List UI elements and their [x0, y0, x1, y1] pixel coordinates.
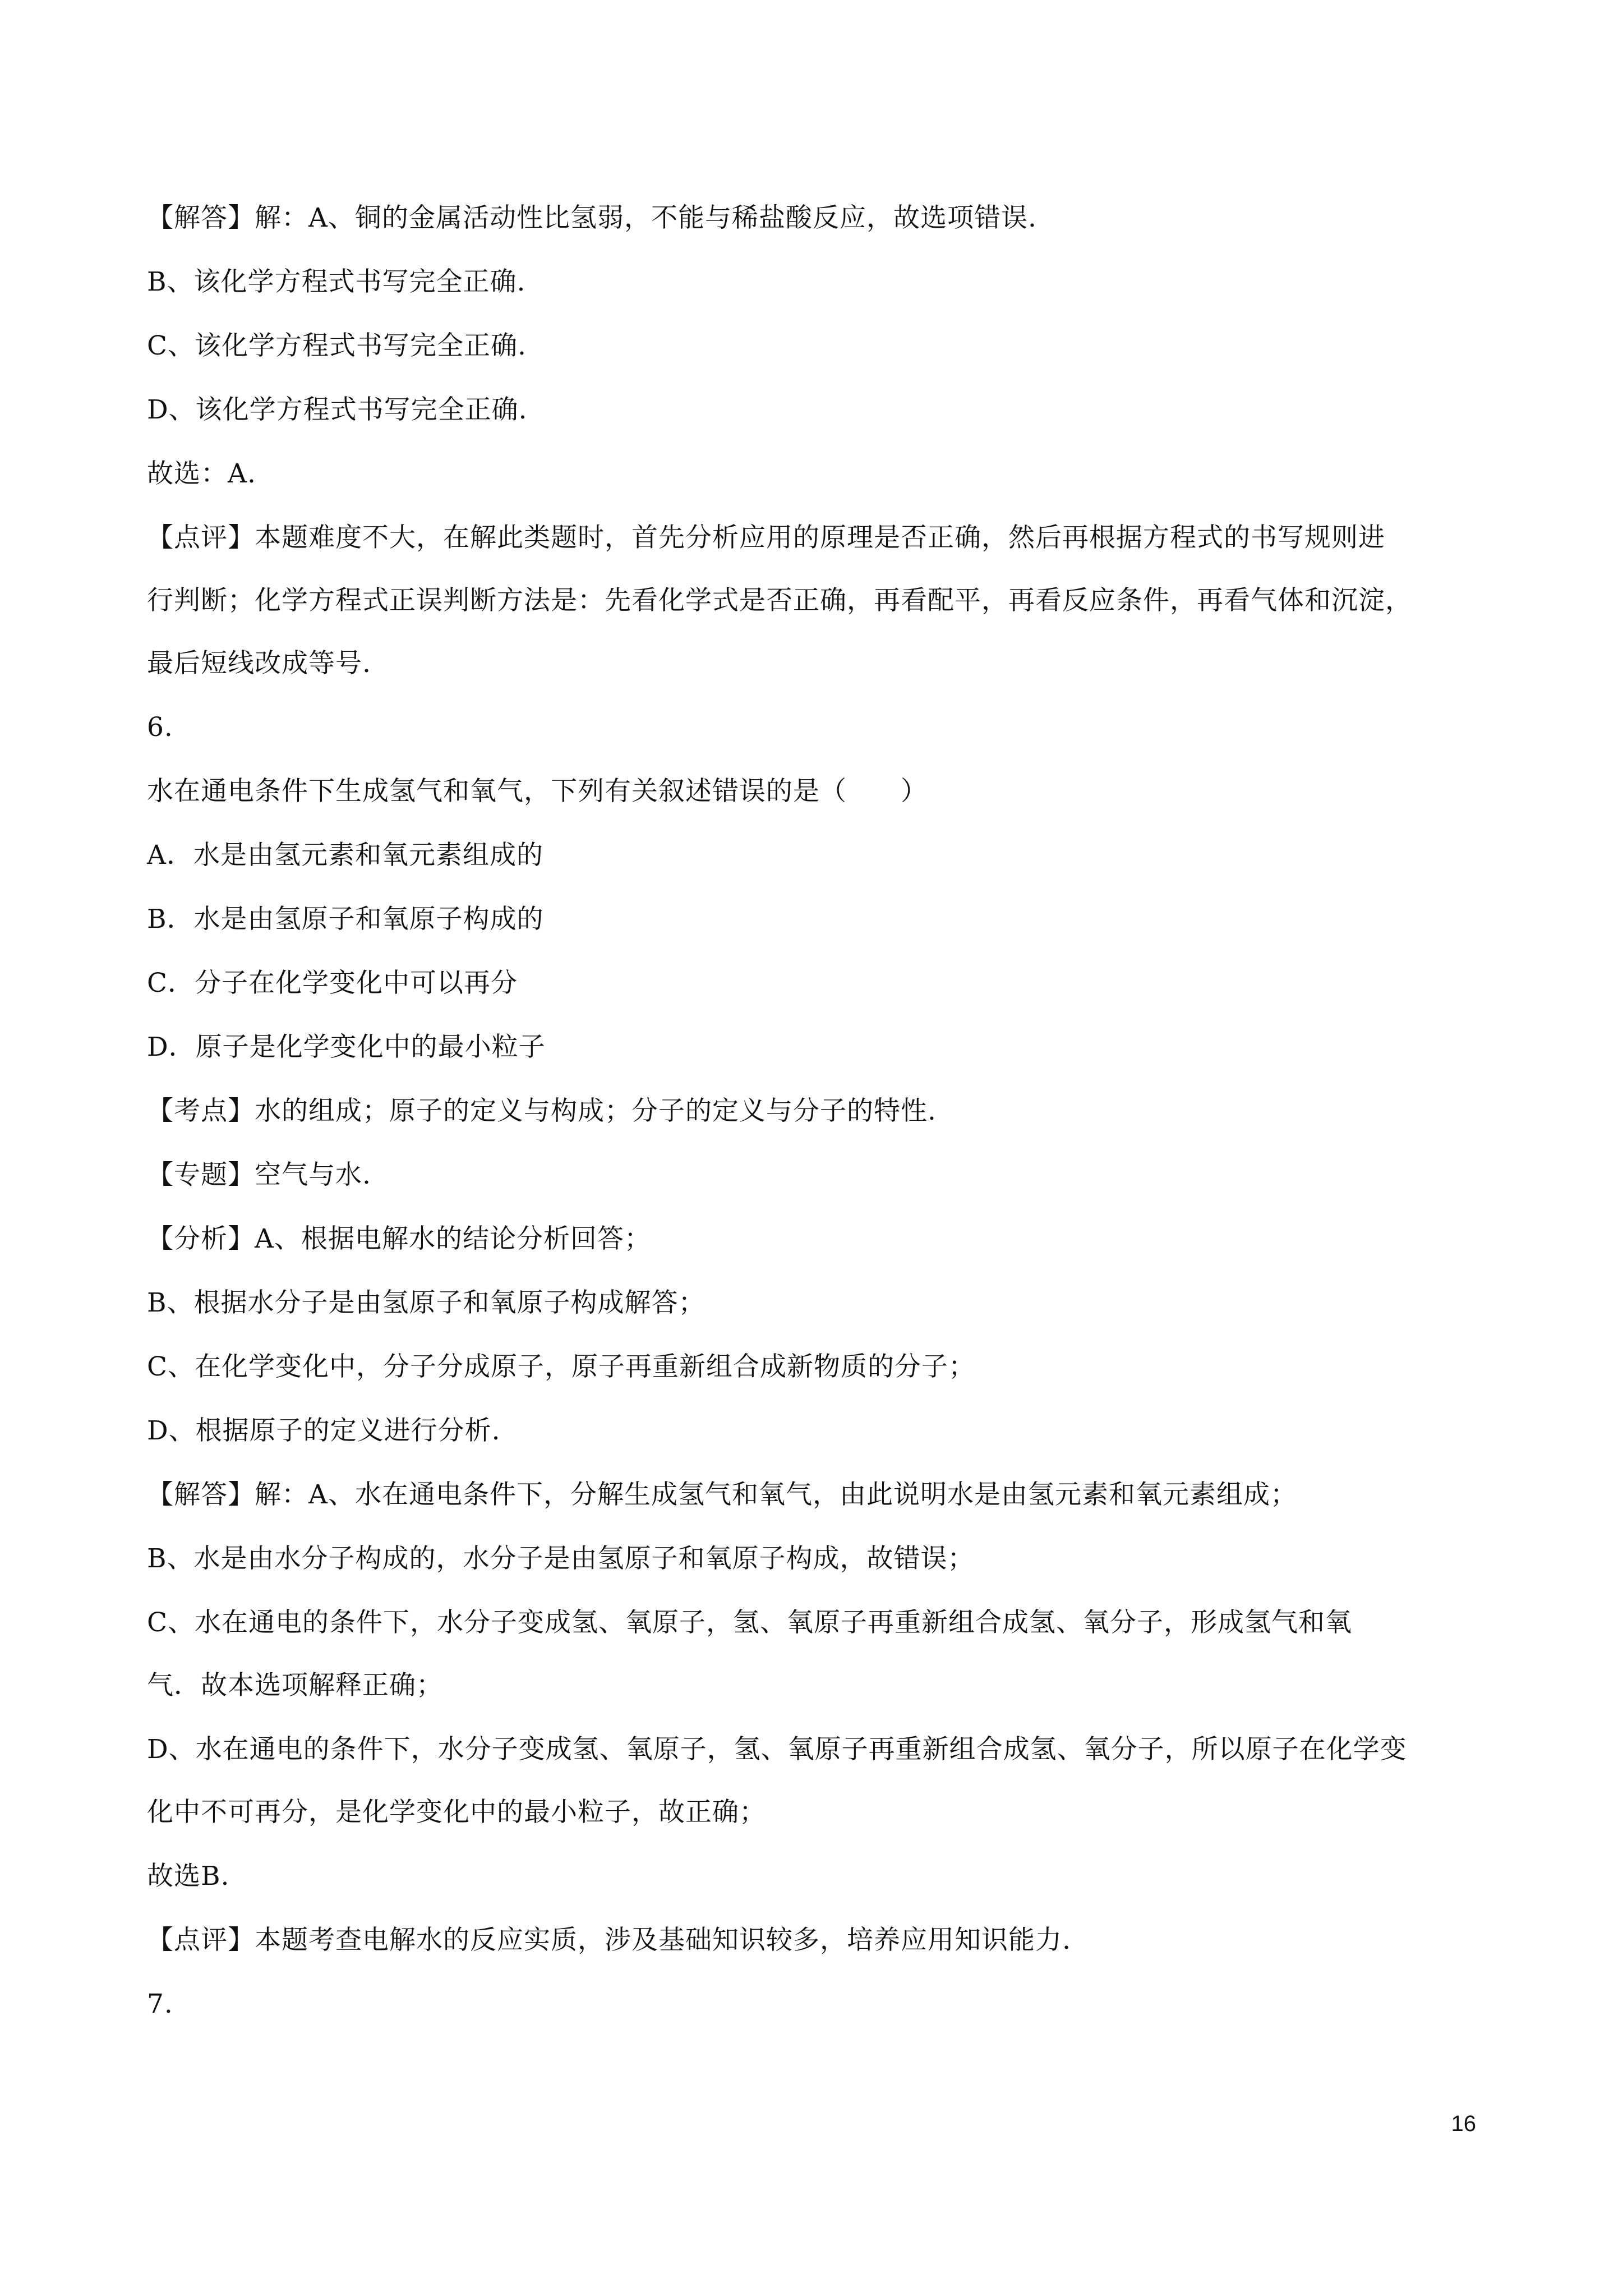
key-point: 【考点】水的组成；原子的定义与构成；分子的定义与分子的特性. — [147, 1096, 937, 1126]
page-number: 16 — [1451, 2111, 1476, 2136]
option-d: D．原子是化学变化中的最小粒子 — [147, 1032, 546, 1062]
solution-line-d-2: 化中不可再分，是化学变化中的最小粒子，故正确； — [147, 1797, 766, 1828]
solution-line-c-1: C、水在通电的条件下，水分子变成氢、氧原子，氢、氧原子再重新组合成氢、氧分子，形成氢气和氧 — [147, 1607, 1352, 1638]
answer-line-b: B、该化学方程式书写完全正确. — [147, 266, 526, 297]
option-a: A．水是由氢元素和氧元素组成的 — [147, 840, 543, 871]
analysis-line-a: 【分析】A、根据电解水的结论分析回答； — [147, 1223, 651, 1254]
answer-line-d: D、该化学方程式书写完全正确. — [147, 394, 528, 425]
solution-choice: 故选B. — [147, 1861, 230, 1892]
document-body — [147, 202, 1493, 2052]
solution-line-a: 【解答】解：A、水在通电条件下，分解生成氢气和氧气，由此说明水是由氢元素和氧元素组成； — [147, 1479, 1297, 1510]
answer-line-c: C、该化学方程式书写完全正确. — [147, 330, 527, 361]
analysis-line-b: B、根据水分子是由氢原子和氧原子构成解答； — [147, 1287, 706, 1318]
answer-choice: 故选：A. — [147, 458, 256, 489]
option-c: C．分子在化学变化中可以再分 — [147, 968, 518, 999]
comment-line-2: 行判断；化学方程式正误判断方法是：先看化学式是否正确，再看配平，再看反应条件，再看气体和沉淀， — [147, 585, 1412, 616]
analysis-line-d: D、根据原子的定义进行分析. — [147, 1415, 501, 1446]
option-b: B．水是由氢原子和氧原子构成的 — [147, 904, 544, 935]
comment-line: 【点评】本题考查电解水的反应实质，涉及基础知识较多，培养应用知识能力. — [147, 1925, 1071, 1955]
solution-line-d-1: D、水在通电的条件下，水分子变成氢、氧原子，氢、氧原子再重新组合成氢、氧分子，所以原子在化学变 — [147, 1734, 1407, 1765]
comment-line-3: 最后短线改成等号. — [147, 648, 371, 679]
answer-line-a: 【解答】解：A、铜的金属活动性比氢弱，不能与稀盐酸反应，故选项错误. — [147, 203, 1037, 233]
analysis-line-c: C、在化学变化中，分子分成原子，原子再重新组合成新物质的分子； — [147, 1351, 975, 1382]
comment-line-1: 【点评】本题难度不大，在解此类题时，首先分析应用的原理是否正确，然后再根据方程式的书写规则进 — [147, 522, 1385, 553]
solution-line-b: B、水是由水分子构成的，水分子是由氢原子和氧原子构成，故错误； — [147, 1543, 975, 1574]
question-number-7: 7. — [147, 1989, 173, 2019]
topic: 【专题】空气与水. — [147, 1159, 371, 1190]
question-number-6: 6. — [147, 712, 173, 743]
question-stem: 水在通电条件下生成氢气和氧气，下列有关叙述错误的是（ ） — [147, 776, 928, 807]
solution-line-c-2: 气．故本选项解释正确； — [147, 1670, 443, 1701]
